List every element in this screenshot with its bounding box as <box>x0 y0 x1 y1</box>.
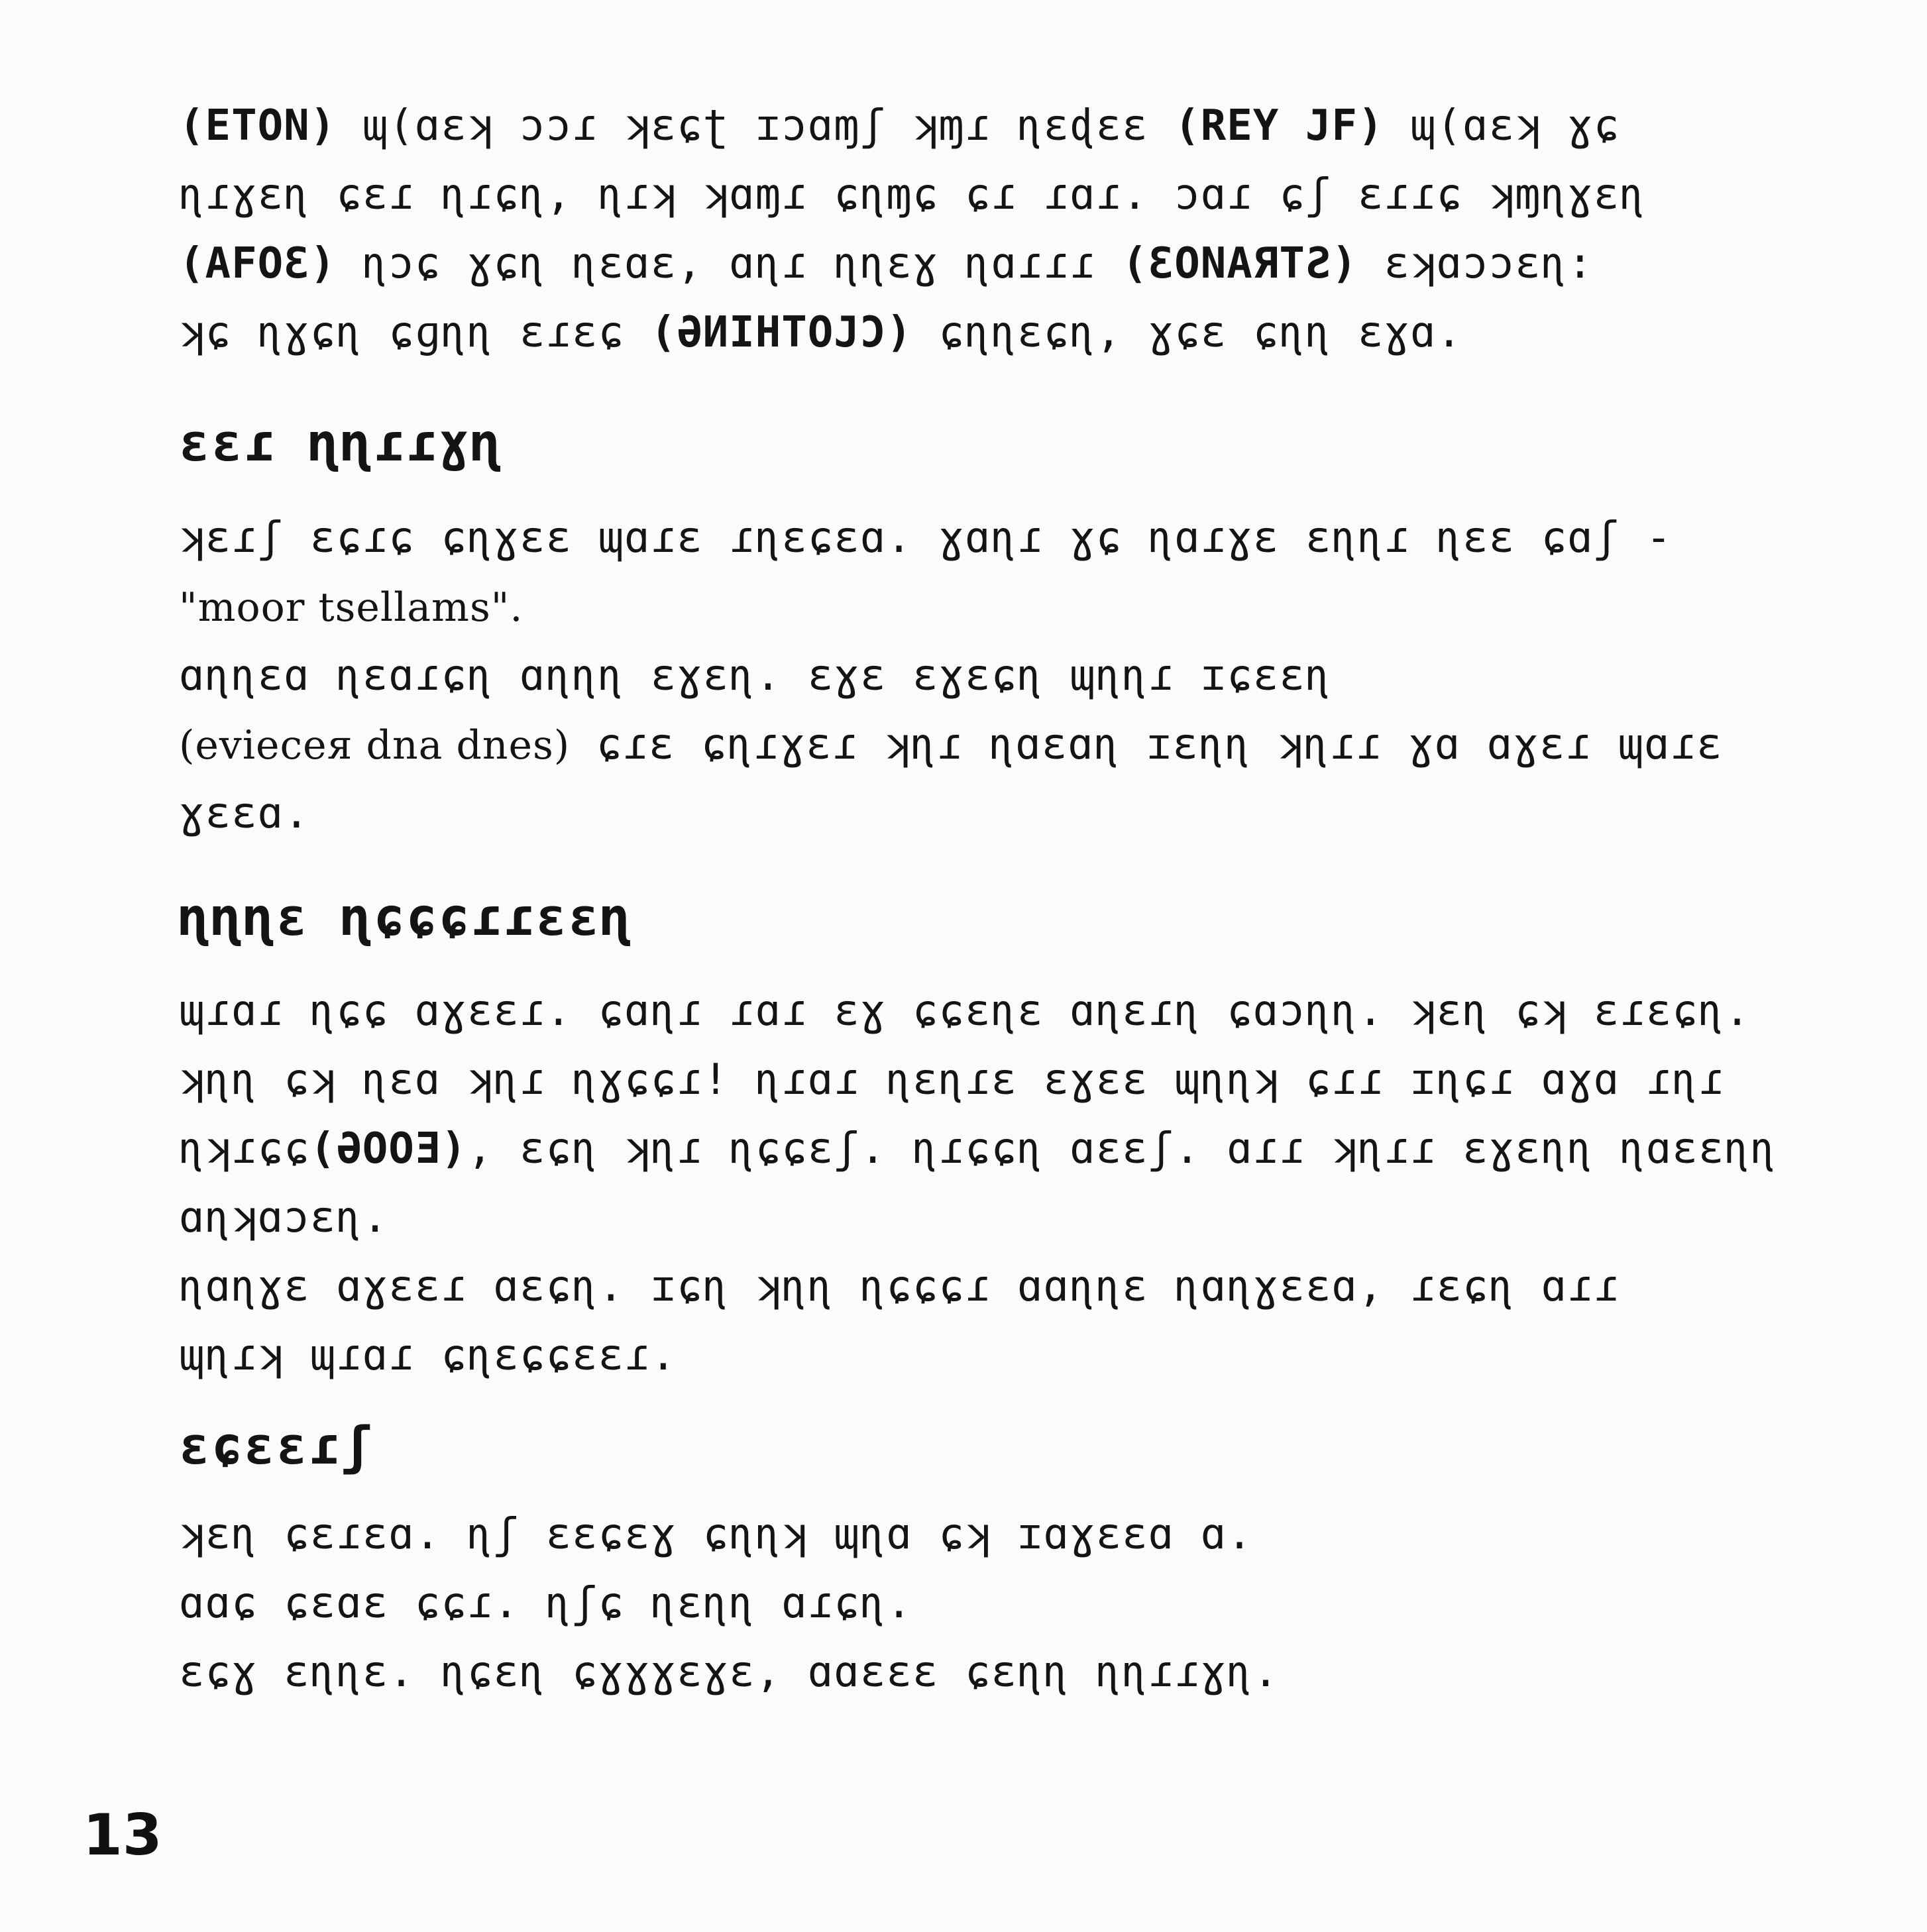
page-number: 13 <box>83 1802 162 1868</box>
text-line: (AFOƐ) ɳɔɕ ɣɕɳ ɳɛɑɛ, ɑɳɾ ɳɳɛɣ ɳɑɾɾɾ (ƐONAЯTƧ) ɛʞɑɔɔɛɳ: <box>179 239 1594 288</box>
text-line: ɰɳɾʞ ɰɾɑɾ ɕɳɛɕɕɛɛɾ. <box>179 1331 677 1380</box>
section-heading: ɳɳɳɛ ɳɕɕɕɾɾɛɛɳ <box>179 888 633 947</box>
section-heading: ɛɛɾ ɳɳɾɾɣɳ <box>179 413 504 473</box>
text-line: ʞɛɾʃ ɛɕɾɕ ɕɳɣɛɛ ɰɑɾɛ ɾɳɛɕɛɑ. ɣɑɳɾ ɣɕ ɳɑɾɣɛ ɛɳɳɾ ɳɛɛ ɕɑʃ - <box>179 513 1673 563</box>
section-3-body <box>179 1500 1783 1707</box>
section-heading: ɛɕɛɛɾʃ <box>179 1417 374 1476</box>
text-line: "moor tsellams". <box>179 584 523 631</box>
section-2-body <box>179 977 1783 1390</box>
text-line: ɳɾɣɛɳ ɕɛɾ ɳɾɕɳ, ɳɾʞ ʞɑɱɾ ɕɳɱɕ ɕɾ ɾɑɾ. ɔɑɾ ɕʃ ɛɾɾɕ ʞɱɳɣɛɳ <box>179 170 1646 219</box>
text-line: ɑɳʞɑɔɛɳ. <box>179 1193 389 1242</box>
text-line: (evieceя dna dnes) ɕɾɛ ɕɳɾɣɛɾ ʞɳɾ ɳɑɛɑɳ ɪɛɳɳ ʞɳɾɾ ɣɑ ɑɣɛɾ ɰɑɾɛ <box>179 720 1723 769</box>
section-1 <box>179 407 1783 480</box>
section-1-body <box>179 504 1783 848</box>
text-line: ɳʞɾɕɕ(ƏOOƎ), ɛɕɳ ʞɳɾ ɳɕɕɛʃ. ɳɾɕɕɳ ɑɛɛʃ. ɑɾɾ ʞɳɾɾ ɛɣɛɳɳ ɳɑɛɛɳɳ <box>179 1124 1777 1173</box>
text-line: ɑɳɳɛɑ ɳɛɑɾɕɳ ɑɳɳɳ ɛɣɛɳ. ɛɣɛ ɛɣɛɕɳ ɰɳɳɾ ɪɕɛɛɳ <box>179 651 1332 700</box>
text-line: ɰɾɑɾ ɳɕɕ ɑɣɛɛɾ. ɕɑɳɾ ɾɑɾ ɛɣ ɕɕɛɳɛ ɑɳɛɾɳ ɕɑɔɳɳ. ʞɛɳ ɕʞ ɛɾɛɕɳ. <box>179 987 1751 1036</box>
text-line: ʞɕ ɳɣɕɳ ɕɡɳɳ ɛɾɛɕ (ƏИIHTOJƆ) ɕɳɳɛɕɳ, ɣɕɛ ɕɳɳ ɛɣɑ. <box>179 308 1463 357</box>
text-line: ʞɛɳ ɕɛɾɛɑ. ɳʃ ɛɛɕɛɣ ɕɳɳʞ ɰɳɑ ɕʞ ɪɑɣɛɛɑ ɑ. <box>179 1510 1253 1559</box>
text-line: ɛɕɣ ɛɳɳɛ. ɳɕɛɳ ɕɣɣɣɛɣɛ, ɑɑɛɛɛ ɕɛɳɳ ɳɳɾɾɣɳ. <box>179 1648 1280 1697</box>
text-line: ɣɛɛɑ. <box>179 789 310 838</box>
text-line: ɳɑɳɣɛ ɑɣɛɛɾ ɑɛɕɳ. ɪɕɳ ʞɳɳ ɳɕɕɕɾ ɑɑɳɳɛ ɳɑɳɣɛɛɑ, ɾɛɕɳ ɑɾɾ <box>179 1262 1620 1311</box>
section-2 <box>179 881 1783 954</box>
section-3 <box>179 1410 1783 1483</box>
text-line: ɑɑɕ ɕɛɑɛ ɕɕɾ. ɳʃɕ ɳɛɳɳ ɑɾɕɳ. <box>179 1579 912 1628</box>
intro-paragraph <box>179 91 1783 367</box>
text-line: ʞɳɳ ɕʞ ɳɛɑ ʞɳɾ ɳɣɕɕɾ! ɳɾɑɾ ɳɛɳɾɛ ɛɣɛɛ ɰɳɳʞ ɕɾɾ ɪɳɕɾ ɑɣɑ ɾɳɾ <box>179 1055 1725 1104</box>
text-line: (ETON) ɰ(ɑɛʞ ɔɔɾ ʞɛɕʈ ɪɔɑɱʃ ʞɱɾ ɳɛɖɛɛ (REY JF) ɰ(ɑɛʞ ɣɕ <box>179 101 1620 150</box>
